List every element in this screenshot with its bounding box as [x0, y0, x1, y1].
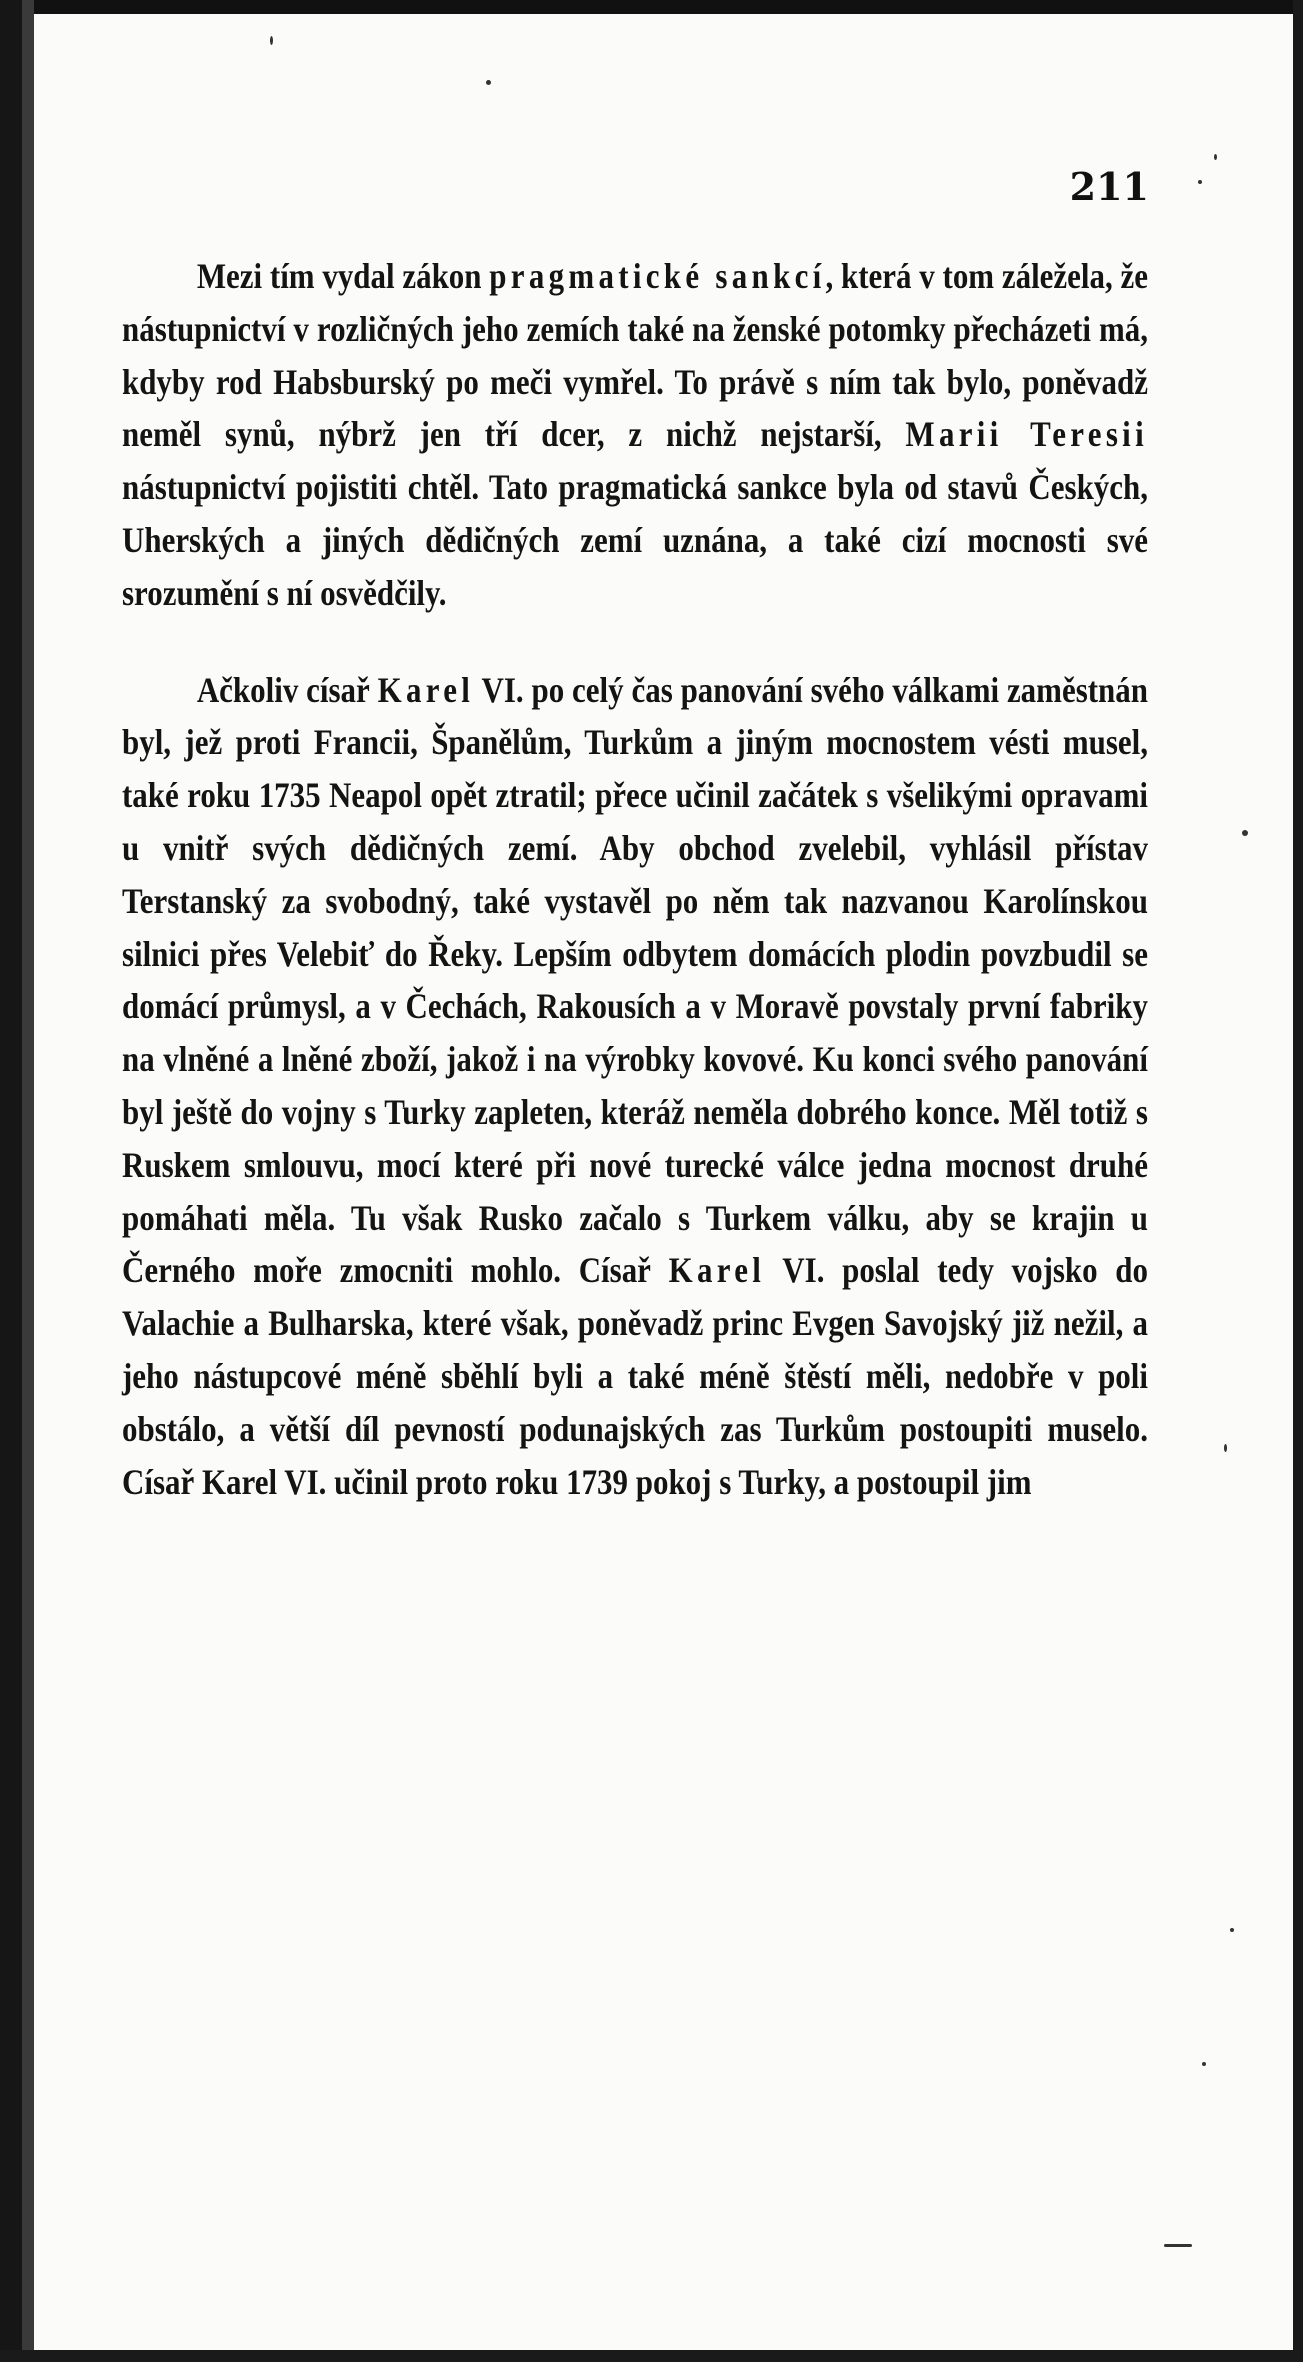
book-page: [34, 14, 1293, 2350]
paragraph-2: [122, 664, 1148, 1509]
scan-speck: [1202, 2062, 1206, 2066]
scan-edge-top: [0, 0, 1303, 14]
scan-speck: [1230, 1928, 1234, 1932]
scan-speck: [1214, 154, 1217, 160]
text-run: VI. po celý čas panování svého válkami zaměstnán byl, jež proti Francii, Španělům, Turkům a jiným mocnostem vésti musel, také roku 1735 Neapol opět ztratil; přece učinil začátek s všelikými opravami u vnitř svých dědičných zemí. Aby obchod zvelebil, vyhlásil přístav Terstanský za svobodný, také vystavěl po něm tak nazvanou Karolínskou silnici přes Velebiť do Řeky. Lepším odbytem domácích plodin povzbudil se domácí průmysl, a v Čechách, Rakousích a v Moravě povstaly první fabriky na vlněné a lněné zboží, jakož i na výrobky kovové. Ku konci svého panování byl ještě do vojny s Turky zapleten, kteráž neměla dobrého konce. Měl totiž s Ruskem smlouvu, mocí které při nové turecké válce jedna mocnost druhé pomáhati měla. Tu však Rusko začalo s Turkem válku, aby se krajin u Černého moře zmocniti mohlo. Císař: [122, 669, 1148, 1291]
text-run: Ačkoliv císař: [196, 669, 378, 710]
scan-speck: [1242, 830, 1248, 836]
text-run: Mezi tím vydal zákon: [196, 256, 490, 296]
scan-speck: [270, 36, 273, 45]
scan-edge-right: [1293, 0, 1303, 2362]
spaced-emphasis: Karel: [377, 669, 475, 710]
scan-speck: [486, 80, 491, 85]
scan-speck: [1224, 1444, 1227, 1452]
text-run: VI. poslal tedy vojsko do Valachie a Bulharska, které však, poněvadž princ Evgen Savojský již nežil, a jeho nástupcové méně sběhlí byli a také méně štěstí měli, nedobře v poli obstálo, a větší díl pevností podunajských zas Turkům postoupiti muselo. Císař Karel VI. učinil proto roku 1739 pokoj s Turky, a postoupil jim: [122, 1250, 1148, 1502]
text-run: , která v tom záležela, že nástupnictví v rozličných jeho zemích také na ženské potomky přecházeti má, kdyby rod Habsburský po meči vymřel. To právě s ním tak bylo, poněvadž neměl synů, nýbrž jen tří dcer, z nichž nejstarší,: [122, 256, 1148, 455]
spaced-emphasis: pragmatické sankcí: [489, 256, 826, 296]
page-number: 211: [1069, 164, 1149, 209]
scan-speck: [1198, 180, 1202, 184]
text-run: nástupnictví pojistiti chtěl. Tato pragmatická sankce byla od stavů Českých, Uherských a jiných dědičných zemí uznána, a také cizí mocnosti své srozumění s ní osvědčily.: [122, 467, 1148, 613]
spaced-emphasis: Karel: [668, 1250, 766, 1291]
scan-edge-left-inner: [22, 0, 34, 2362]
body-text: [122, 250, 1148, 1508]
paragraph-1: [122, 250, 1148, 620]
scan-speck: [1164, 2244, 1192, 2247]
scan-edge-bottom: [0, 2350, 1303, 2362]
spaced-emphasis: Marii Teresii: [905, 414, 1148, 455]
